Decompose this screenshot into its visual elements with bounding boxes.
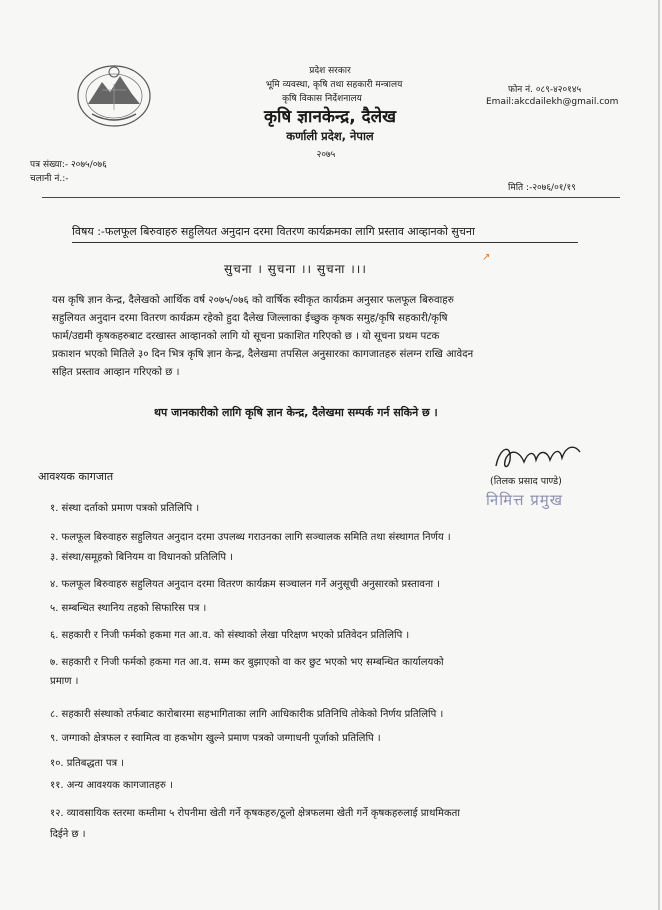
header-directorate: कृषि विकास निर्देशनालय — [282, 94, 362, 104]
header-ministry: भूमि व्यवस्था, कृषि तथा सहकारी मन्त्रालय — [265, 80, 403, 90]
requirement-item: ५. सम्बन्धित स्थानिय तहको सिफारिस पत्र । — [50, 603, 207, 614]
body-line: सहित प्रस्ताव आव्हान गरिएको छ । — [52, 367, 180, 378]
requirement-item-continued: प्रमाण । — [50, 676, 79, 687]
official-stamp: निमित्त प्रमुख — [486, 491, 563, 509]
dispatch-number: चलानी नं.:- — [30, 174, 69, 184]
nepal-emblem-icon — [74, 60, 154, 130]
body-line: यस कृषि ज्ञान केन्द्र, दैलेखको आर्थिक वर्ष २०७५/०७६ को वार्षिक स्वीकृत कार्यक्रम अनुसार फलफूल बिरुवाहरु — [52, 295, 454, 306]
requirement-item: १०. प्रतिबद्धता पत्र । — [50, 758, 125, 769]
body-line: फार्म/उद्यमी कृषकहरुबाट दरखास्त आव्हानको लागि यो सूचना प्रकाशित गरिएको छ । यो सूचना प्रथम पटक — [52, 331, 440, 342]
requirement-item: ७. सहकारी र निजी फर्मको हकमा गत आ.व. सम्म कर बुझाएको वा कर छुट भएको भए सम्बन्धित कार्यालयको — [50, 657, 444, 668]
requirement-item: ९. जग्गाको क्षेत्रफल र स्वामित्व वा हकभोग खुल्ने प्रमाण पत्रको जग्गाधनी पूर्जाको प्रतिलिपि । — [50, 733, 381, 744]
subject-line: विषय :-फलफूल बिरुवाहरु सहुलियत अनुदान दरमा वितरण कार्यक्रमका लागि प्रस्ताव आव्हानको सुचना — [72, 222, 578, 243]
body-line: प्रकाशन भएको मितिले ३० दिन भित्र कृषि ज्ञान केन्द्र, दैलेखमा तपसिल अनुसारका कागजातहरु संलग्न राखि आवेदन — [52, 349, 474, 360]
requirement-item: ३. संस्था/समूहको बिनियम वा विधानको प्रतिलिपि । — [50, 552, 234, 563]
requirement-item: ४. फलफूल बिरुवाहरु सहुलियत अनुदान दरमा वितरण कार्यक्रम सञ्चालन गर्ने अनुसूची अनुसारको प्रस्तावना । — [50, 579, 441, 590]
requirements-title: आवश्यक कागजात — [38, 470, 114, 483]
province-name: कर्णाली प्रदेश, नेपाल — [286, 129, 374, 143]
requirement-item: १. संस्था दर्ताको प्रमाण पत्रको प्रतिलिपि । — [50, 503, 200, 514]
signature-icon — [490, 440, 590, 476]
header-year: २०७५ — [316, 150, 336, 160]
letter-date: मिति :-२०७६/०१/१९ — [508, 183, 576, 193]
requirement-item-continued: दिईने छ । — [50, 829, 86, 840]
phone-number: फोन नं. ०८९-४२०१४५ — [508, 85, 582, 95]
scan-edge — [658, 0, 660, 910]
body-paragraph — [52, 292, 612, 382]
header-divider — [42, 197, 620, 198]
office-name: कृषि ज्ञानकेन्द्र, दैलेख — [263, 107, 397, 127]
signatory-name: (तिलक प्रसाद पाण्डे) — [490, 476, 562, 487]
requirement-item: ६. सहकारी र निजी फर्मको हकमा गत आ.व. को संस्थाको लेखा परिक्षण भएको प्रतिवेदन प्रतिलिपि । — [50, 630, 410, 641]
requirement-item: ८. सहकारी संस्थाको तर्फबाट कारोबारमा सहभागिताका लागि आधिकारीक प्रतिनिधि तोकेको निर्णय प्रतिलिपि । — [50, 709, 444, 720]
body-line: सहुलियत अनुदान दरमा वितरण कार्यक्रम रहेको हुदा दैलेख जिल्लाका ईच्छुक कृषक समुह/कृषि सहकारी/कृषि — [52, 313, 448, 324]
header-government: प्रदेश सरकार — [309, 66, 351, 76]
notice-heading: सुचना । सुचना ।। सुचना ।।। — [224, 262, 367, 276]
requirement-item: १२. व्यावसायिक स्तरमा कम्तीमा ५ रोपनीमा खेती गर्ने कृषकहरु/ठूलो क्षेत्रफलमा खेती गर्ने कृषकहरुलाई प्राथमिकता — [50, 808, 460, 819]
email-address: Email:akcdailekh@gmail.com — [486, 97, 619, 107]
requirement-item: २. फलफूल बिरुवाहरु सहुलियत अनुदान दरमा उपलब्ध गराउनका लागि सञ्चालक समिति तथा संस्थागत निर्णय । — [50, 532, 451, 543]
requirement-item: ११. अन्य आवश्यक कागजातहरु । — [50, 780, 173, 791]
ink-mark-icon: ↗ — [482, 252, 491, 263]
letter-number: पत्र संख्या:- २०७५/०७६ — [30, 160, 107, 170]
contact-line: थप जानकारीको लागि कृषि ज्ञान केन्द्र, दैलेखमा सम्पर्क गर्न सकिने छ । — [154, 406, 438, 419]
